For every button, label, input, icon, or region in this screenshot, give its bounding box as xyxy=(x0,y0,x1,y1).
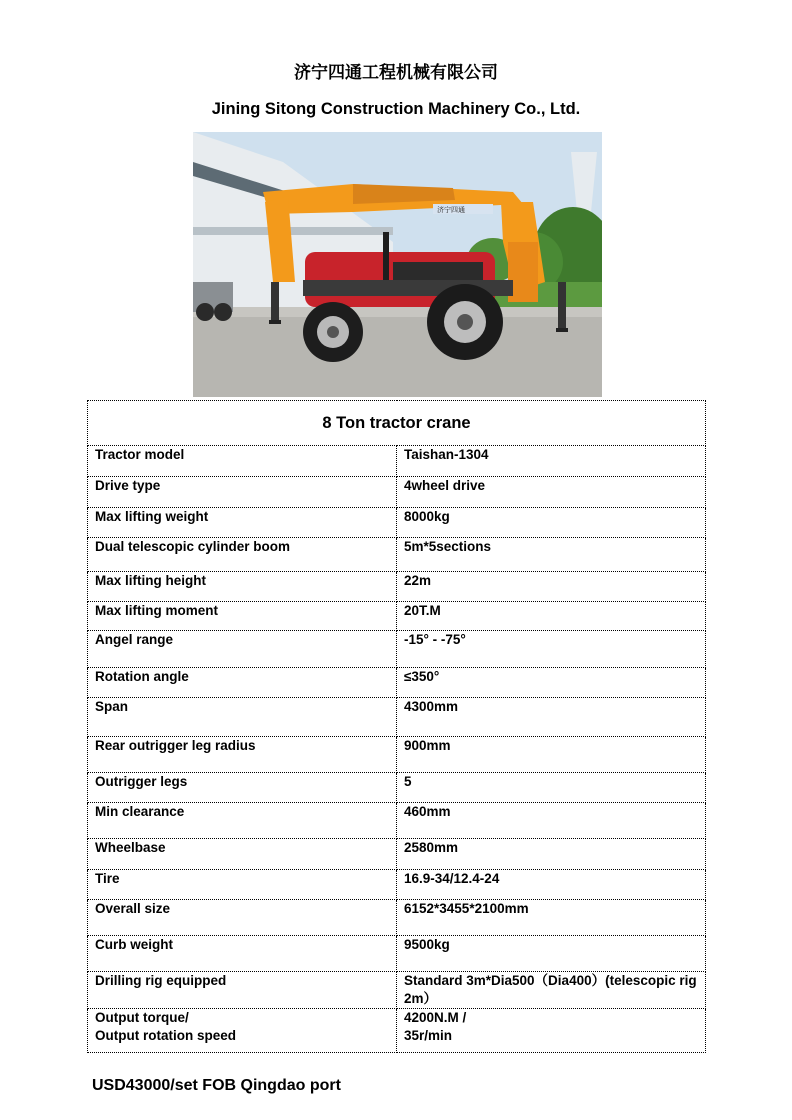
spec-label: Drive type xyxy=(88,477,397,508)
spec-value xyxy=(397,1009,706,1053)
spec-label: Angel range xyxy=(88,631,397,668)
spec-value: 8000kg xyxy=(397,508,706,538)
spec-label: Overall size xyxy=(88,900,397,936)
spec-value: 460mm xyxy=(397,803,706,839)
spec-value: 4wheel drive xyxy=(397,477,706,508)
spec-label: Drilling rig equipped xyxy=(88,972,397,1009)
spec-label: Min clearance xyxy=(88,803,397,839)
spec-label: Max lifting weight xyxy=(88,508,397,538)
spec-label: Curb weight xyxy=(88,936,397,972)
spec-value: 900mm xyxy=(397,737,706,773)
spec-label xyxy=(88,1009,397,1053)
spec-value: ≤350° xyxy=(397,668,706,698)
spec-value: 4300mm xyxy=(397,698,706,737)
spec-label: Span xyxy=(88,698,397,737)
spec-value: Standard 3m*Dia500（Dia400）(telescopic rig 2m） xyxy=(397,972,706,1009)
spec-label: Tractor model xyxy=(88,446,397,477)
spec-value: 9500kg xyxy=(397,936,706,972)
spec-value: 5m*5sections xyxy=(397,538,706,572)
spec-value: 22m xyxy=(397,572,706,602)
spec-label: Max lifting height xyxy=(88,572,397,602)
spec-table-heading: 8 Ton tractor crane xyxy=(88,401,706,446)
tractor-crane-photo xyxy=(193,132,602,397)
spec-label: Tire xyxy=(88,870,397,900)
spec-label: Wheelbase xyxy=(88,839,397,870)
spec-label-line2: Output rotation speed xyxy=(95,1028,236,1043)
spec-label: Dual telescopic cylinder boom xyxy=(88,538,397,572)
spec-label: Rotation angle xyxy=(88,668,397,698)
spec-label: Outrigger legs xyxy=(88,773,397,803)
spec-table xyxy=(87,400,706,1053)
spec-value: 5 xyxy=(397,773,706,803)
price-line: USD43000/set FOB Qingdao port xyxy=(92,1077,341,1094)
spec-value: 16.9-34/12.4-24 xyxy=(397,870,706,900)
spec-value: -15° - -75° xyxy=(397,631,706,668)
spec-label: Max lifting moment xyxy=(88,602,397,631)
spec-label: Rear outrigger leg radius xyxy=(88,737,397,773)
spec-value: 6152*3455*2100mm xyxy=(397,900,706,936)
spec-label-line1: Output torque/ xyxy=(95,1010,189,1025)
spec-value: 20T.M xyxy=(397,602,706,631)
spec-value: 2580mm xyxy=(397,839,706,870)
company-name-chinese: 济宁四通工程机械有限公司 xyxy=(294,63,498,83)
boom-brand-label: 济宁四通 xyxy=(437,206,465,214)
spec-value-line2: 35r/min xyxy=(404,1028,453,1043)
spec-value: Taishan-1304 xyxy=(397,446,706,477)
company-name-english: Jining Sitong Construction Machinery Co., Ltd. xyxy=(211,100,581,118)
spec-value-line1: 4200N.M / xyxy=(404,1010,467,1025)
